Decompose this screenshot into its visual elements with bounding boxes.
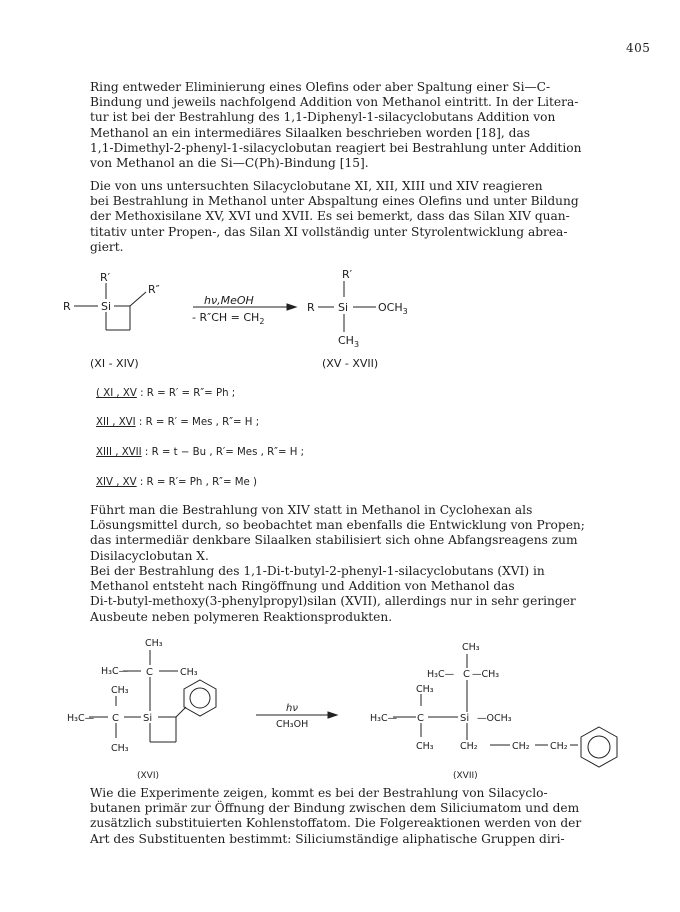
arrow-condition-top: hν,MeOH xyxy=(204,294,254,307)
product-r-prime: R′ xyxy=(342,268,353,281)
xvii-ch2-2: CH₂ xyxy=(512,741,530,752)
label-xvi: (XVI) xyxy=(137,771,159,781)
reactant-r-prime: R′ xyxy=(100,271,111,284)
xvii-ch3-top: CH₃ xyxy=(462,642,480,653)
xvii-h3c-lower: H₃C— xyxy=(370,713,398,724)
xvii-ch2-1: CH₂ xyxy=(460,741,478,752)
xvi-si: Si xyxy=(143,713,153,724)
reactant-r: R xyxy=(63,300,71,313)
reactant-r-double-prime: R″ xyxy=(148,283,160,296)
xvi-h3c-upper: H₃C— xyxy=(101,666,129,677)
xvii-ch3-mid: CH₃ xyxy=(416,684,434,695)
xvii-c-lower: C xyxy=(417,713,424,724)
arrow-condition-bottom: - $R''CH = CH_2$ xyxy=(192,311,265,327)
label-xvii: (XVII) xyxy=(453,771,478,781)
product-r: R xyxy=(307,301,315,314)
label-reactants-xi-xiv: (XI - XIV) xyxy=(90,357,139,370)
xvii-h3c-upper: H₃C— xyxy=(427,669,455,680)
xvii-ch3-upper-right: —CH₃ xyxy=(472,669,500,680)
product-methoxysilane xyxy=(318,281,376,332)
paragraph-5: Wie die Experimente zeigen, kommt es bei der Bestrahlung von Silacyclo- butanen primär zur Öffnung der Bindung zwischen dem Siliciumatom und dem zusätzlich substituierten Kohlenstoffatom. Die Folgereaktionen werden von der Art des Substituenten bestimmt: Siliciumständige aliphatische Gruppen diri- xyxy=(90,786,582,846)
product-och3: $OCH_3$ xyxy=(378,301,408,317)
arrow-2-top: hν xyxy=(286,703,298,714)
reactant-xvi xyxy=(89,650,216,742)
xvi-ch3-mid: CH₃ xyxy=(111,685,129,696)
xvii-ch2-3: CH₂ xyxy=(550,741,568,752)
xvii-och3: —OCH₃ xyxy=(477,713,512,724)
substituent-line-1: ( XI , XV : R = R′ = R″= Ph ; xyxy=(96,388,236,399)
substituent-line-4: XIV , XV : R = R′= Ph , R″= Me ) xyxy=(96,477,258,488)
label-products-xv-xvii: (XV - XVII) xyxy=(322,357,379,370)
page-number: 405 xyxy=(626,41,651,55)
xvi-ch3-upper-right: CH₃ xyxy=(180,667,198,678)
xvii-ch3-bottom: CH₃ xyxy=(416,741,434,752)
xvi-ch3-bottom: CH₃ xyxy=(111,743,129,754)
reactant-si: Si xyxy=(101,300,112,313)
arrow-2-bottom: CH₃OH xyxy=(276,719,309,730)
xvii-si: Si xyxy=(460,713,470,724)
product-si: Si xyxy=(338,301,349,314)
product-ch3: $CH_3$ xyxy=(338,334,360,350)
xvi-h3c-lower: H₃C— xyxy=(67,713,95,724)
reaction-arrow-1 xyxy=(193,304,296,310)
paragraph-1: Ring entweder Eliminierung eines Olefins oder aber Spaltung einer Si—C- Bindung und jeweils nachfolgend Addition von Methanol eintritt. In der Litera- tur ist bei der Bestrahlung des 1,1-Diphenyl-1-silacyclobutans Addition von Methanol an ein intermediäres Silaalken beschrieben worden [18], das 1,1-Dimethyl-2-phenyl-1-silacyclobutan reagiert bei Bestrahlung unter Addition von Methanol an die Si—C(Ph)-Bindung [15]. xyxy=(90,80,582,171)
substituent-line-3: XIII , XVII : R = t − Bu , R′= Mes , R″= H ; xyxy=(96,447,305,458)
xvi-c-lower: C xyxy=(112,713,119,724)
substituent-line-2: XII , XVI : R = R′ = Mes , R″= H ; xyxy=(96,417,260,428)
xvi-ch3-top: CH₃ xyxy=(145,638,163,649)
paragraph-4: Bei der Bestrahlung des 1,1-Di-t-butyl-2-phenyl-1-silacyclobutans (XVI) in Methanol entsteht nach Ringöffnung und Addition von Methanol das Di-t-butyl-methoxy(3-phenylpropyl)silan (XVII), allerdings nur in sehr geringer Ausbeute neben polymeren Reaktionsprodukten. xyxy=(90,564,576,624)
reactant-silacyclobutane xyxy=(74,283,146,330)
xvi-c-upper: C xyxy=(146,667,153,678)
paragraph-3: Führt man die Bestrahlung von XIV statt in Methanol in Cyclohexan als Lösungsmittel durch, so beobachtet man ebenfalls die Entwicklung von Propen; das intermediär denkbare Silaalken stabilisiert sich ohne Abfangsreagens zum Disilacyclobutan X. xyxy=(90,503,585,563)
xvii-c-upper: C xyxy=(463,669,470,680)
paragraph-2: Die von uns untersuchten Silacyclobutane XI, XII, XIII und XIV reagieren bei Bestrahlung in Methanol unter Abspaltung eines Olefins und unter Bildung der Methoxisilane XV, XVI und XVII. Es sei bemerkt, dass das Silan XIV quan- titativ unter Propen-, das Silan XI vollständig unter Styrolentwicklung abrea- giert. xyxy=(90,179,579,254)
